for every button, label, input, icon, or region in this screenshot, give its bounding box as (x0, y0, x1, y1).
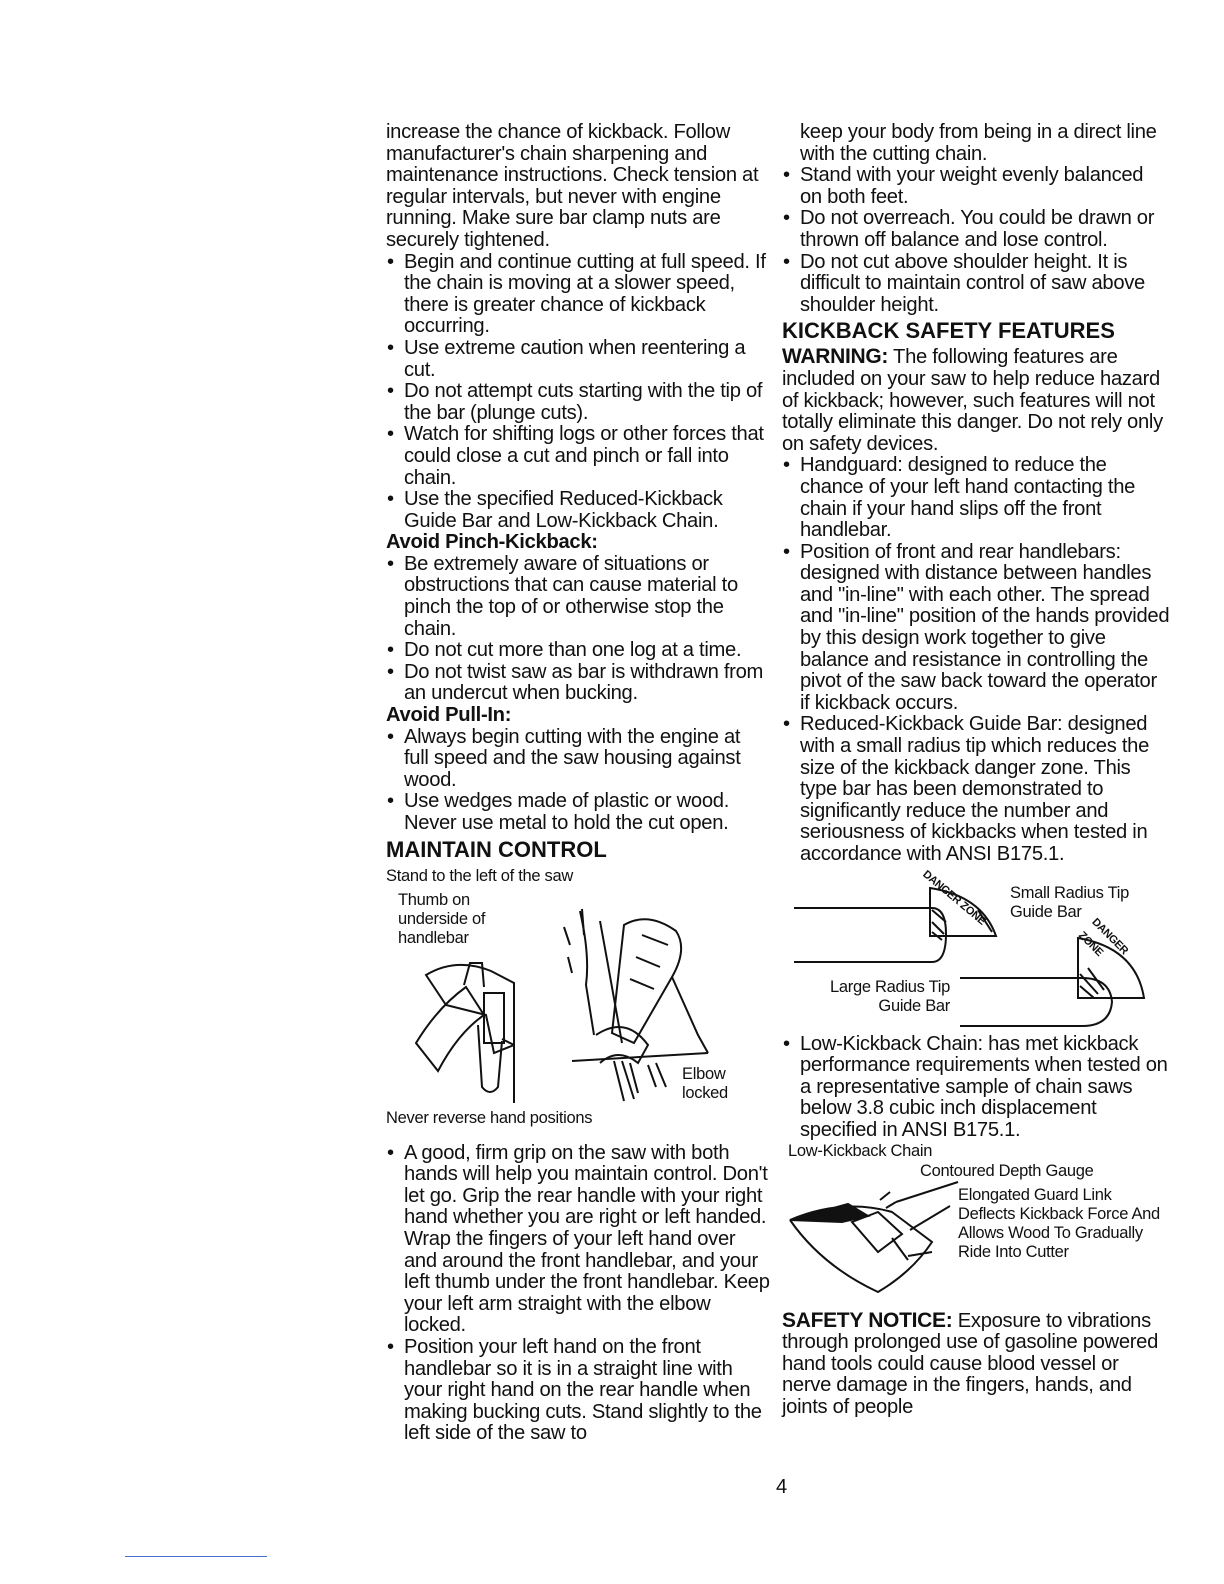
chain-figure-title: Low-Kickback Chain (788, 1141, 933, 1160)
list-item: • Handguard: designed to reduce the chance of your left hand contacting the chain if your hand slips off the front handlebar. (782, 455, 1170, 541)
kickback-safety-heading: KICKBACK SAFETY FEATURES (782, 318, 1115, 344)
intro-paragraph: increase the chance of kickback. Follow manufacturer's chain sharpening and maintenance instructions. Check tension at regular intervals, but never with engine running. Make sure bar clamp nuts are securely tightened. (386, 121, 759, 251)
right-column (782, 122, 1170, 1419)
maintain-control-figure (386, 865, 770, 1127)
list-item: • Be extremely aware of situations or obstructions that can cause material to pinch the top of or otherwise stop the chain. (386, 554, 770, 640)
list-item: • Use the specified Reduced-Kickback Guide Bar and Low-Kickback Chain. (386, 489, 770, 532)
list-item: • Position of front and rear handlebars: designed with distance between handles and "in-line" with each other. The spread and "in-line" position of the hands provided by this design work together to give balance and resistance in controlling the pivot of the saw back toward the operator if kickback occurs. (782, 542, 1170, 715)
list-item: • Always begin cutting with the engine at full speed and the saw housing against wood. (386, 727, 770, 792)
safety-notice-label: SAFETY NOTICE: (782, 1308, 953, 1332)
thumb-label: Thumb on underside of handlebar (398, 890, 486, 947)
warning-paragraph (782, 346, 1170, 455)
pull-in-heading: Avoid Pull-In: (386, 704, 512, 727)
large-radius-label: Large Radius Tip Guide Bar (830, 977, 950, 1015)
list-item: • Do not cut above shoulder height. It is difficult to maintain control of saw above shoulder height. (782, 252, 1170, 317)
maintain-control-heading: MAINTAIN CONTROL (386, 836, 607, 862)
continuation-paragraph: keep your body from being in a direct line with the cutting chain. (800, 121, 1157, 165)
list-item: • Stand with your weight evenly balanced on both feet. (782, 165, 1170, 208)
list-item: • Do not overreach. You could be drawn or thrown off balance and lose control. (782, 208, 1170, 251)
list-item: • Use wedges made of plastic or wood. Never use metal to hold the cut open. (386, 791, 770, 834)
list-item: • Use extreme caution when reentering a cut. (386, 338, 770, 381)
figure-caption-top: Stand to the left of the saw (386, 866, 573, 885)
danger-zone-label: DANGER ZONE (920, 867, 988, 928)
list-item: • Watch for shifting logs or other forces that could close a cut and pinch or fall into chain. (386, 424, 770, 489)
guard-link-label: Elongated Guard Link Deflects Kickback Force And Allows Wood To Gradually Ride Into Cutter (958, 1185, 1160, 1261)
warning-text: The following features are included on your saw to help reduce hazard of kickback; however, such features will not totally eliminate this danger. Do not rely only on safety devices. (782, 346, 1163, 455)
page-number: 4 (776, 1476, 788, 1498)
list-item: • Position your left hand on the front handlebar so it is in a straight line with your right hand on the rear handle when making bucking cuts. Stand slightly to the left side of the saw to (386, 1337, 770, 1445)
list-item: • Do not attempt cuts starting with the tip of the bar (plunge cuts). (386, 381, 770, 424)
elbow-label: Elbow locked (682, 1064, 728, 1102)
list-item: • Do not twist saw as bar is withdrawn from an undercut when bucking. (386, 662, 770, 705)
depth-gauge-label: Contoured Depth Gauge (920, 1161, 1094, 1180)
safety-notice-paragraph (782, 1310, 1170, 1419)
list-item: • Begin and continue cutting at full speed. If the chain is moving at a slower speed, there is greater chance of kickback occurring. (386, 252, 770, 338)
safety-notice-text: Exposure to vibrations through prolonged use of gasoline powered hand tools could cause blood vessel or nerve damage in the fingers, hands, and joints of people (782, 1309, 1159, 1418)
small-radius-label: Small Radius Tip Guide Bar (1010, 883, 1129, 921)
footer-rule (125, 1556, 267, 1557)
low-kickback-chain-figure (782, 1142, 1170, 1310)
list-item: • Do not cut more than one log at a time. (386, 640, 770, 662)
warning-label: WARNING: (782, 345, 889, 369)
list-item: • Low-Kickback Chain: has met kickback performance requirements when tested on a representative sample of chain saws below 3.8 cubic inch displacement specified in ANSI B175.1. (782, 1034, 1170, 1142)
guide-bar-figure (782, 866, 1170, 1034)
danger-zone-label: DANGER ZONE (1075, 915, 1131, 959)
list-item: • A good, firm grip on the saw with both hands will help you maintain control. Don't let go. Grip the rear handle with your right hand whether you are right or left handed. Wrap the fingers of your left hand over and around the front handlebar, and your left thumb under the front handlebar. Keep your left arm straight with the elbow locked. (386, 1143, 770, 1337)
left-column (386, 122, 770, 1445)
figure-caption-bottom: Never reverse hand positions (386, 1108, 593, 1127)
list-item: • Reduced-Kickback Guide Bar: designed with a small radius tip which reduces the size of the kickback danger zone. This type bar has been demonstrated to significantly reduce the number and seriousness of kickbacks when tested in accordance with ANSI B175.1. (782, 714, 1170, 865)
pinch-kickback-heading: Avoid Pinch-Kickback: (386, 531, 598, 554)
